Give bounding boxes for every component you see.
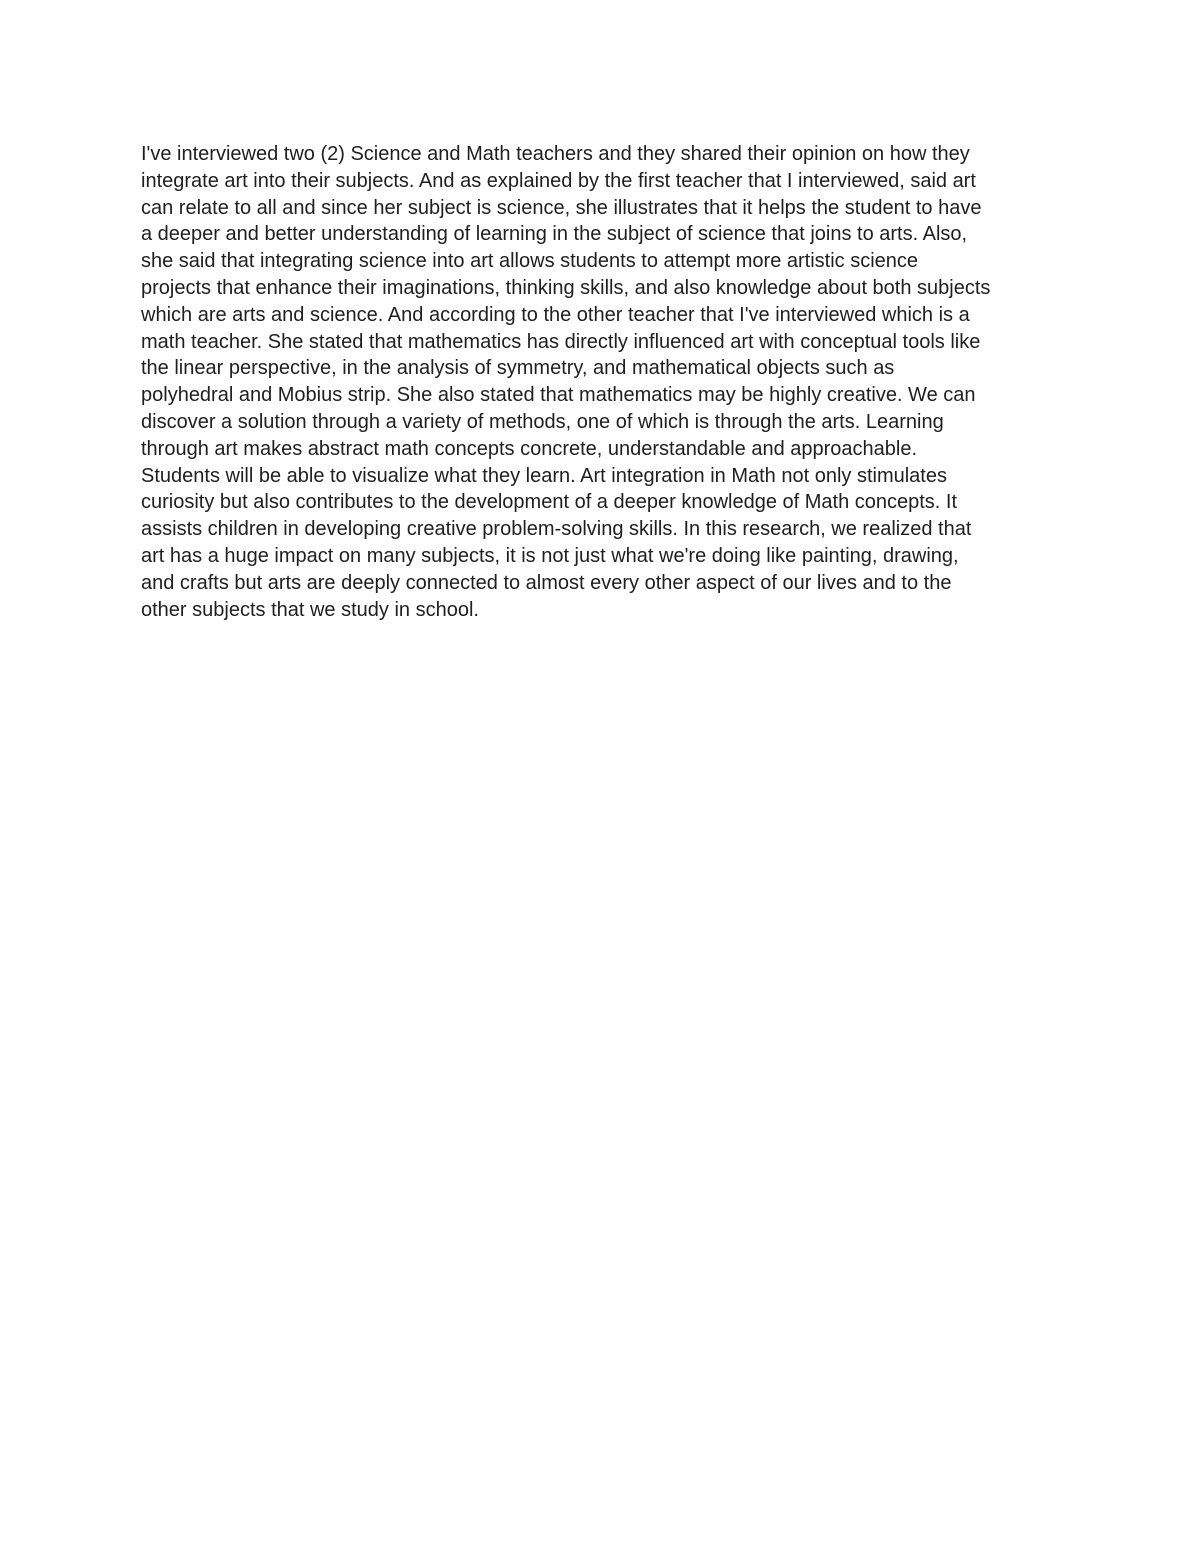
- paragraph-line: she said that integrating science into art allows students to attempt more artistic science: [141, 250, 919, 273]
- paragraph-line: I've interviewed two (2) Science and Math teachers and they shared their opinion on how they: [141, 143, 970, 165]
- paragraph-line: which are arts and science. And according to the other teacher that I've interviewed which is a: [141, 303, 970, 326]
- paragraph-line: and crafts but arts are deeply connected to almost every other aspect of our lives and to the: [141, 571, 952, 594]
- paragraph-line: a deeper and better understanding of learning in the subject of science that joins to arts. Also,: [141, 223, 968, 246]
- paragraph-line: assists children in developing creative problem-solving skills. In this research, we realized that: [141, 518, 972, 541]
- paragraph-line: can relate to all and since her subject is science, she illustrates that it helps the student to have: [141, 196, 982, 219]
- paragraph-line: through art makes abstract math concepts concrete, understandable and approachable.: [141, 437, 918, 460]
- paragraph-line: art has a huge impact on many subjects, it is not just what we're doing like painting, drawing,: [141, 544, 959, 567]
- paragraph-line: integrate art into their subjects. And as explained by the first teacher that I interviewed, said art: [141, 169, 976, 192]
- paragraph-line: Students will be able to visualize what they learn. Art integration in Math not only stimulates: [141, 464, 947, 487]
- paragraph-line: other subjects that we study in school.: [141, 598, 479, 621]
- paragraph-line: curiosity but also contributes to the development of a deeper knowledge of Math concepts. It: [141, 491, 958, 514]
- paragraph-line: the linear perspective, in the analysis of symmetry, and mathematical objects such as: [141, 357, 895, 380]
- paragraph-line: projects that enhance their imaginations, thinking skills, and also knowledge about both subjects: [141, 276, 991, 299]
- body-paragraph: [141, 141, 1081, 623]
- paragraph-line: discover a solution through a variety of methods, one of which is through the arts. Learning: [141, 410, 944, 433]
- paragraph-line: polyhedral and Mobius strip. She also stated that mathematics may be highly creative. We can: [141, 384, 976, 407]
- paragraph-line: math teacher. She stated that mathematics has directly influenced art with conceptual tools like: [141, 330, 981, 353]
